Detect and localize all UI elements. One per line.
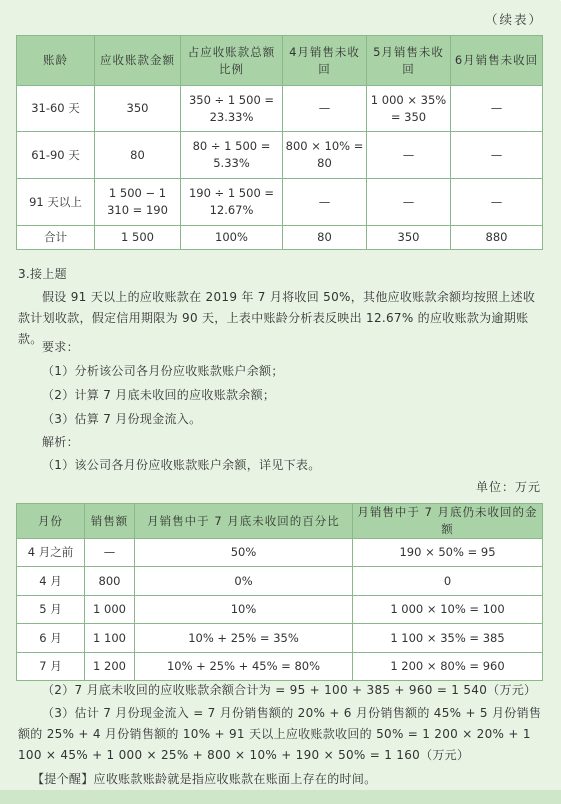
cell: — (451, 86, 543, 132)
cell: 190 × 50% = 95 (353, 539, 543, 567)
table-row (17, 653, 543, 681)
header-cell: 应收账款金额 (95, 36, 181, 86)
cell: 1 500 − 1 310 = 190 (95, 179, 181, 226)
answer-2: （2）7 月底未收回的应收账款余额合计为 = 95 + 100 + 385 + 960 = 1 540（万元） (42, 683, 537, 697)
table-row (17, 567, 543, 596)
cell: 880 (451, 226, 543, 250)
cell: 100% (181, 226, 283, 250)
cell: — (85, 539, 135, 567)
table-row (17, 86, 543, 132)
header-cell: 占应收账款总额比例 (181, 36, 283, 86)
cell: 80 (95, 132, 181, 179)
analysis-1: （1）该公司各月份应收账款账户余额，详见下表。 (42, 458, 321, 472)
header-cell: 月份 (17, 504, 85, 539)
continued-label: （续表） (484, 12, 543, 27)
aging-table (16, 35, 543, 250)
cell: 6 月 (17, 624, 85, 653)
cell: 10% + 25% + 45% = 80% (135, 653, 353, 681)
header-cell: 月销售中于 7 月底仍未收回的金额 (353, 504, 543, 539)
cell: 1 000 × 10% = 100 (353, 596, 543, 624)
unit-label: 单位：万元 (475, 480, 541, 494)
header-cell: 4月销售未收回 (283, 36, 367, 86)
cell: 合计 (17, 226, 95, 250)
cell: 350 ÷ 1 500 = 23.33% (181, 86, 283, 132)
cell: 800 × 10% = 80 (283, 132, 367, 179)
question-number: 3.接上题 (18, 267, 67, 281)
requirements-heading: 要求： (42, 340, 79, 354)
cell: 1 000 × 35% = 350 (367, 86, 451, 132)
header-cell: 月销售中于 7 月底未收回的百分比 (135, 504, 353, 539)
requirement-3: （3）估算 7 月份现金流入。 (42, 412, 202, 426)
cell: 61-90 天 (17, 132, 95, 179)
cell: 800 (85, 567, 135, 596)
header-cell: 6月销售未收回 (451, 36, 543, 86)
table-row (17, 132, 543, 179)
table-row (17, 539, 543, 567)
cell: 1 100 (85, 624, 135, 653)
cell: 80 ÷ 1 500 = 5.33% (181, 132, 283, 179)
cell: 7 月 (17, 653, 85, 681)
cell: 190 ÷ 1 500 = 12.67% (181, 179, 283, 226)
cell: — (283, 179, 367, 226)
cell: 1 100 × 35% = 385 (353, 624, 543, 653)
cell: 4 月之前 (17, 539, 85, 567)
cell: 350 (95, 86, 181, 132)
answer-3: （3）估计 7 月份现金流入 = 7 月份销售额的 20% + 6 月份销售额的 45% + 5 月份销售额的 25% + 4 月份销售额的 10% + 91 天以上应收账款收回的 50% = 1 200 × 20% + 1 100 × 45% + 1 000 × 25% + 800 × 10% + 190 × 50% = 1 160（万元） (18, 706, 542, 762)
table-header-row (17, 504, 543, 539)
monthly-balance-table (16, 503, 543, 681)
cell: 350 (367, 226, 451, 250)
cell: — (367, 132, 451, 179)
cell: 80 (283, 226, 367, 250)
requirement-1: （1）分析该公司各月份应收账款账户余额； (42, 364, 284, 378)
table-total-row (17, 226, 543, 250)
tip-note (32, 769, 542, 790)
cell: 1 500 (95, 226, 181, 250)
table-row (17, 179, 543, 226)
cell: 1 000 (85, 596, 135, 624)
cell: 31-60 天 (17, 86, 95, 132)
cell: 1 200 (85, 653, 135, 681)
question-body: 假设 91 天以上的应收账款在 2019 年 7 月将收回 50%，其他应收账款余额均按照上述收款计划收款，假定信用期限为 90 天，上表中账龄分析表反映出 12.67% 的应收账款为逾期账款。 (18, 290, 536, 346)
analysis-heading: 解析： (42, 435, 79, 449)
tip-label: 【提个醒】 (32, 772, 94, 786)
header-cell: 账龄 (17, 36, 95, 86)
header-cell: 5月销售未收回 (367, 36, 451, 86)
header-cell: 销售额 (85, 504, 135, 539)
table-row (17, 596, 543, 624)
cell: 4 月 (17, 567, 85, 596)
cell: — (451, 132, 543, 179)
requirement-2: （2）计算 7 月底未收回的应收账款余额； (42, 388, 276, 402)
bottom-strip (0, 790, 561, 804)
tip-text: 应收账款账龄就是指应收账款在账面上存在的时间。 (93, 772, 377, 786)
cell: 10% + 25% = 35% (135, 624, 353, 653)
cell: — (451, 179, 543, 226)
cell: — (283, 86, 367, 132)
table-row (17, 624, 543, 653)
cell: 50% (135, 539, 353, 567)
cell: 1 200 × 80% = 960 (353, 653, 543, 681)
cell: 91 天以上 (17, 179, 95, 226)
table-header-row (17, 36, 543, 86)
cell: 0 (353, 567, 543, 596)
cell: 0% (135, 567, 353, 596)
cell: 10% (135, 596, 353, 624)
cell: — (367, 179, 451, 226)
cell: 5 月 (17, 596, 85, 624)
